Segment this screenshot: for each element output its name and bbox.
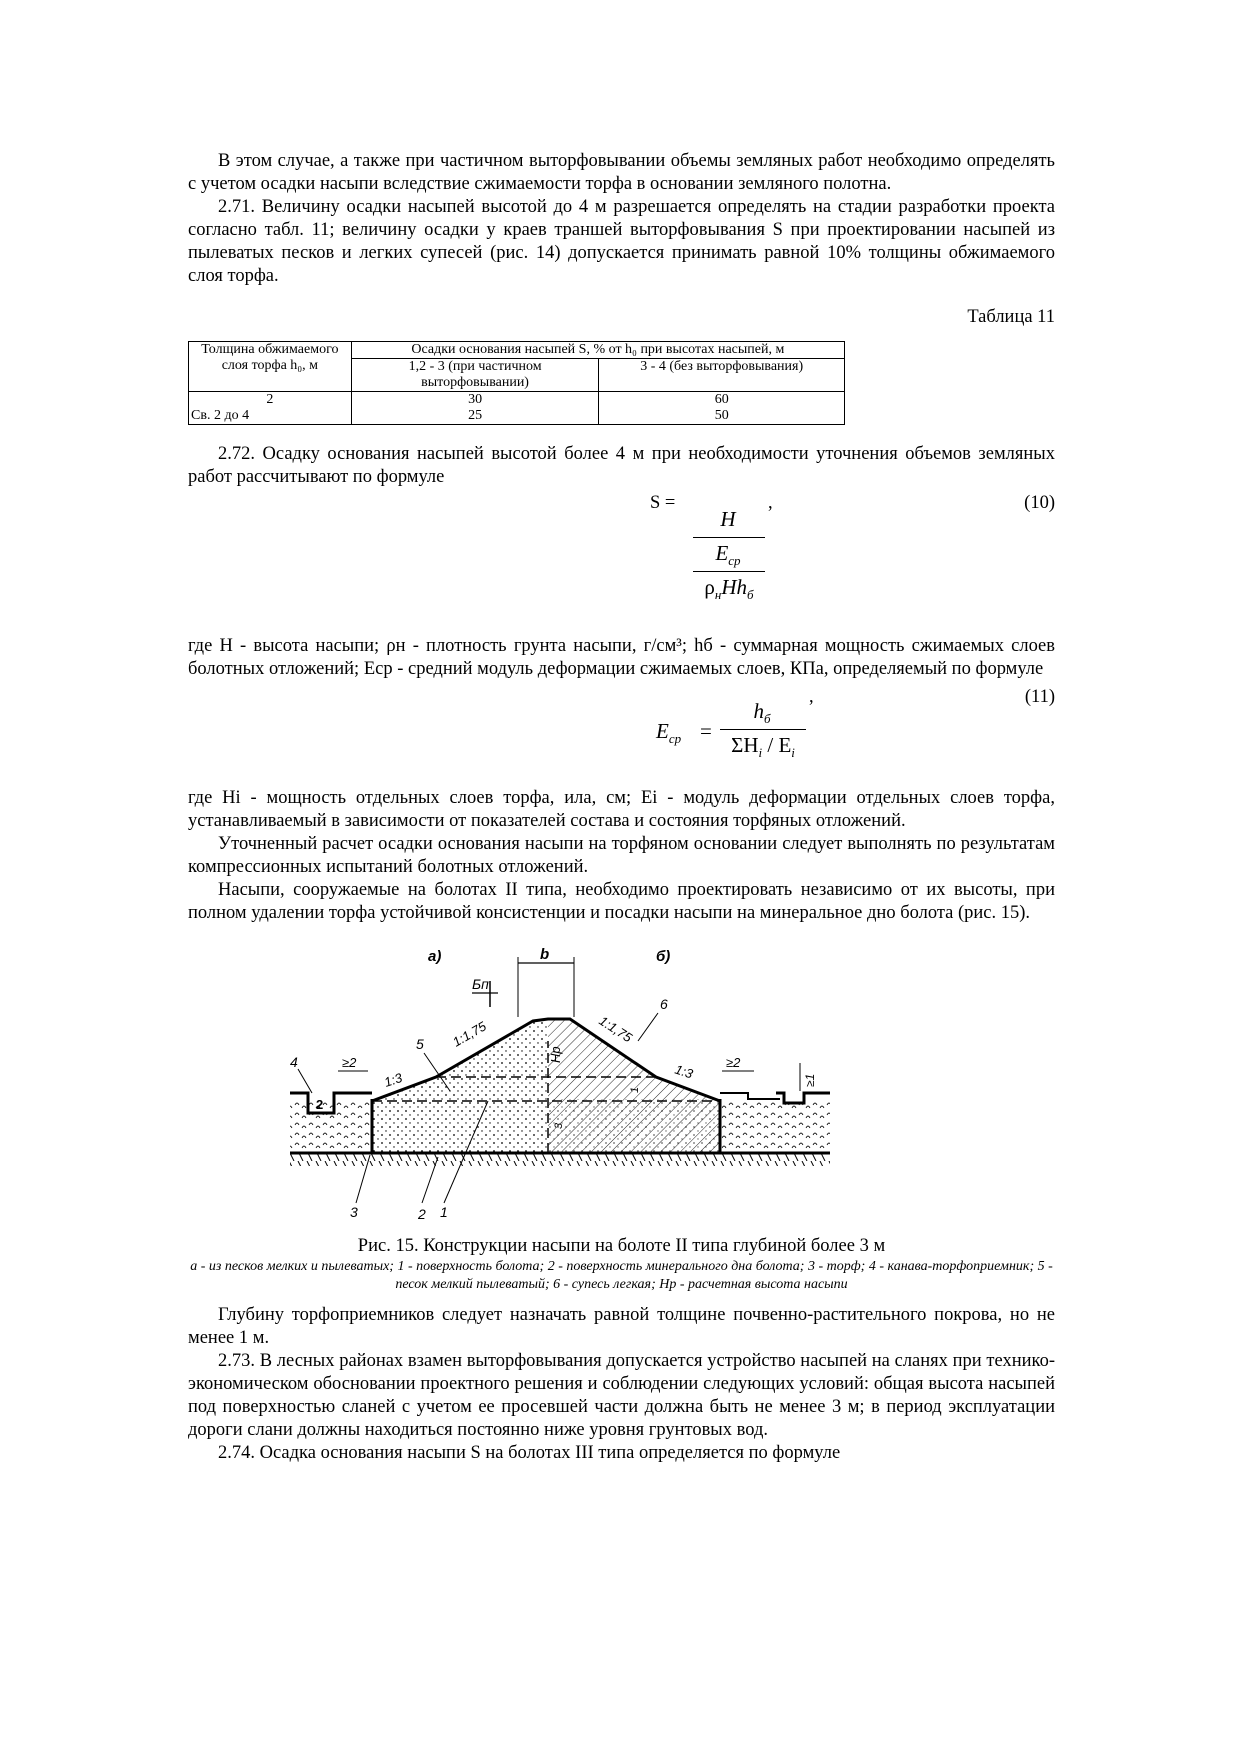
label-6: 6 (660, 996, 668, 1012)
label-bp: Бп (472, 976, 489, 992)
table-cell: 25 (351, 408, 599, 425)
table-row (189, 408, 845, 425)
label-hp: Hp (548, 1046, 563, 1063)
figure-caption: Рис. 15. Конструкции насыпи на болоте II типа глубиной более 3 м (357, 1236, 886, 1256)
paragraph-where-2: где Нi - мощность отдельных слоев торфа, ила, см; Еi - модуль деформации отдельных слоев торфа, устанавливаемый в зависимости от показателей состава и состояния торфяных отложений. (188, 788, 1055, 831)
table-cell: Св. 2 до 4 (189, 408, 352, 425)
formula-10-number: (10) (1024, 493, 1055, 513)
table-header-sub2: 3 - 4 (без выторфовывания) (599, 359, 845, 392)
formula-10 (188, 493, 1055, 635)
peat-right (722, 1099, 830, 1153)
figure-legend: а - из песков мелких и пылеватых; 1 - поверхность болота; 2 - поверхность минерального дна болота; 3 - торф; 4 - канава-торфоприемник; 5 - песок мелкий пылеватый; 6 - супесь легкая; Нр - расчетная высота насыпи (190, 1259, 1053, 1292)
label-slope-left-175: 1:1,75 (450, 1018, 489, 1050)
label-slope-right-13: 1:3 (673, 1061, 695, 1082)
label-small-1: 1 (629, 1086, 641, 1093)
label-b-variant: б) (656, 948, 671, 965)
paragraph-peat-receivers: Глубину торфоприемников следует назначать равной толщине почвенно-растительного покрова, но не менее 1 м. (188, 1305, 1055, 1348)
formula-10-den1: $E_{ср}$ (715, 541, 741, 569)
figure-15 (188, 941, 1055, 1231)
formula-11 (188, 687, 1055, 787)
paragraph-2-73: 2.73. В лесных районах взамен выторфовывания допускается устройство насыпей на сланях при технико-экономическом обосновании проектного решения и соблюдении следующих условий: общая высота насыпей под поверхностью сланей с учетом ее просевшей части должна быть не менее 3 м; в период эксплуатации дороги слани должны находиться постоянно ниже уровня грунтовых вод. (188, 1351, 1055, 1440)
label-a: а) (428, 948, 442, 965)
table-cell: 30 (351, 392, 599, 409)
formula-11-eq: = (700, 719, 712, 743)
paragraph-refined: Уточненный расчет осадки основания насыпи на торфяном основании следует выполнять по результатам компрессионных испытаний болотных отложений. (188, 834, 1055, 877)
label-small-3: 3 (553, 1122, 565, 1129)
table-11 (188, 341, 845, 425)
label-5: 5 (416, 1036, 424, 1052)
label-slope-left-13: 1:3 (382, 1070, 405, 1090)
formula-10-num: H (720, 507, 736, 531)
formula-11-den: $\Sigma H_i / E_i$ (731, 733, 795, 761)
formula-11-comma: , (809, 687, 814, 707)
formula-11-lhs: $E_{ср}$ (656, 719, 682, 747)
fraction-bar (720, 729, 806, 730)
table-row (189, 392, 845, 409)
table-header-thickness: Толщина обжимаемого слоя торфа h₀, м (189, 342, 352, 392)
label-4: 4 (290, 1054, 298, 1070)
formula-11-number: (11) (1024, 687, 1055, 707)
page-content (188, 150, 1055, 1465)
sand-lower (548, 1099, 720, 1153)
formula-11-num: $h_б$ (753, 699, 771, 727)
paragraph-2-71: 2.71. Величину осадки насыпей высотой до 4 м разрешается определять на стадии разработки проекта согласно табл. 11; величину осадки у краев траншей выторфовывания S при проектировании насыпей из пылеватых песков и легких супесей (рис. 14) допускается принимать равной 10% толщины обжимаемого слоя торфа. (188, 197, 1055, 286)
paragraph-type-2: Насыпи, сооружаемые на болотах II типа, необходимо проектировать независимо от их высоты, при полном удалении торфа устойчивой консистенции и посадки насыпи на минеральное дно болота (рис. 15). (188, 880, 1055, 923)
paragraph-intro: В этом случае, а также при частичном выторфовывании объемы земляных работ необходимо определять с учетом осадки насыпи вследствие сжимаемости торфа в основании земляного полотна. (188, 151, 1055, 194)
paragraph-2-74: 2.74. Осадка основания насыпи S на болотах III типа определяется по формуле (218, 1443, 841, 1463)
table-cell: 50 (599, 408, 845, 425)
label-3: 3 (350, 1204, 358, 1220)
paragraph-where-1: где Н - высота насыпи; ρн - плотность грунта насыпи, г/см³; hб - суммарная мощность сжимаемых слоев болотных отложений; Еср - средний модуль деформации сжимаемых слоев, КПа, определяемый по формуле (188, 636, 1055, 679)
ground-surface-right (720, 1093, 780, 1099)
label-dim-1-right: ≥1 (803, 1073, 817, 1087)
formula-10-den2: $\rho_нHh_б$ (704, 575, 754, 603)
label-1: 1 (440, 1204, 448, 1220)
label-slope-right-175: 1:1,75 (596, 1012, 635, 1046)
formula-10-comma: , (768, 493, 773, 513)
table-caption: Таблица 11 (967, 307, 1055, 327)
formula-10-lhs: S = (650, 493, 676, 513)
label-dim-2-left: ≥2 (342, 1055, 357, 1070)
fraction-bar (693, 571, 765, 572)
paragraph-2-72: 2.72. Осадку основания насыпей высотой более 4 м при необходимости уточнения объемов земляных работ рассчитывают по формуле (188, 444, 1055, 487)
mineral-bottom-hatch (290, 1154, 830, 1166)
label-2: 2 (418, 1206, 426, 1222)
label-top-width: b (540, 946, 550, 963)
label-ditch-2: 2 (316, 1097, 324, 1112)
label-dim-2-right: ≥2 (726, 1055, 741, 1070)
embankment-drawing (188, 941, 1055, 1231)
table-header-sub1: 1,2 - 3 (при частичном выторфовывании) (351, 359, 599, 392)
table-cell: 2 (189, 392, 352, 409)
table-header-group: Осадки основания насыпей S, % от h₀ при высотах насыпей, м (351, 342, 844, 359)
peat-left (290, 1099, 370, 1153)
table-cell: 60 (599, 392, 845, 409)
fraction-bar (693, 537, 765, 538)
